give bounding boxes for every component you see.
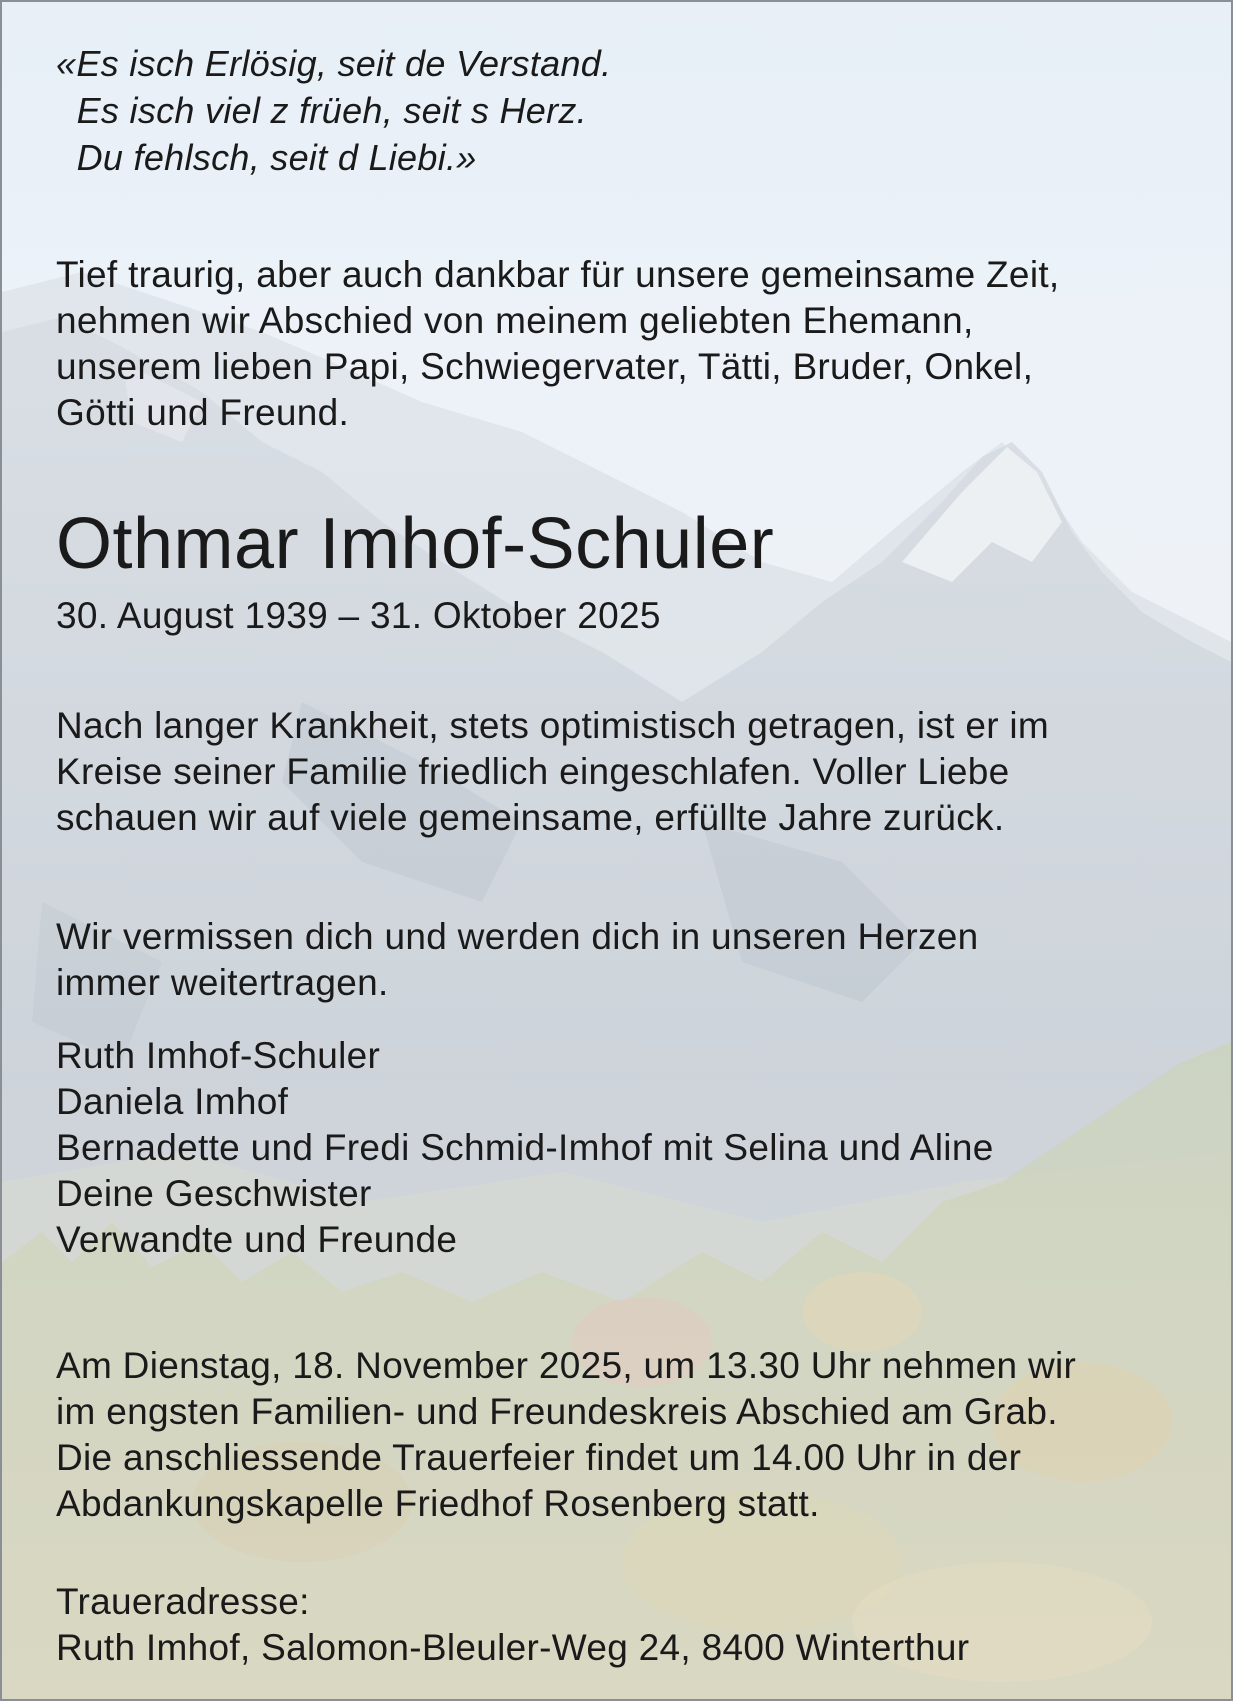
- service-details: Am Dienstag, 18. November 2025, um 13.30 Uhr nehmen wir im engsten Familien- und Freundeskreis Abschied am Grab. Die anschliessende Trauerfeier findet um 14.00 Uhr in der Abdankungskapelle Friedhof Rosenberg statt.: [56, 1345, 1077, 1524]
- mourners-list: Ruth Imhof-Schuler Daniela Imhof Bernadette und Fredi Schmid-Imhof mit Selina und Aline Deine Geschwister Verwandte und Freunde: [56, 1035, 994, 1260]
- passing-paragraph: Nach langer Krankheit, stets optimistisch getragen, ist er im Kreise seiner Familie friedlich eingeschlafen. Voller Liebe schauen wir auf viele gemeinsame, erfüllte Jahre zurück.: [56, 705, 1050, 838]
- remembrance-paragraph: Wir vermissen dich und werden dich in unseren Herzen immer weitertragen.: [56, 916, 979, 1003]
- motto-quote: «Es isch Erlösig, seit de Verstand. Es isch viel z früeh, seit s Herz. Du fehlsch, seit d Liebi.»: [56, 43, 612, 178]
- intro-paragraph: Tief traurig, aber auch dankbar für unsere gemeinsame Zeit, nehmen wir Abschied von meinem geliebten Ehemann, unserem lieben Papi, Schwiegervater, Tätti, Bruder, Onkel, Götti und Freund.: [56, 254, 1060, 433]
- notice-content: [2, 2, 1231, 1699]
- deceased-name: Othmar Imhof-Schuler: [56, 504, 775, 584]
- mourning-address: Traueradresse: Ruth Imhof, Salomon-Bleuler-Weg 24, 8400 Winterthur: [56, 1581, 970, 1668]
- life-dates: 30. August 1939 – 31. Oktober 2025: [56, 595, 661, 636]
